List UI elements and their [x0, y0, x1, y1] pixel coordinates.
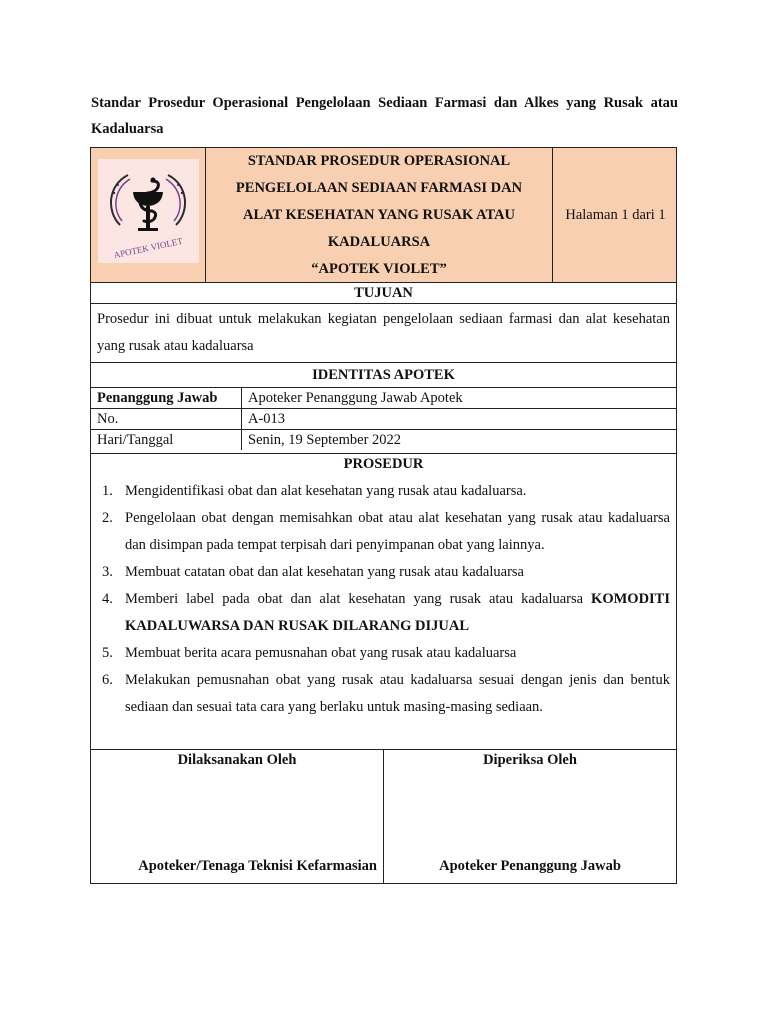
- table-row: [91, 409, 676, 430]
- table-row: [91, 430, 676, 451]
- sop-header: [91, 148, 676, 282]
- identitas-label: No.: [91, 409, 242, 430]
- document-title: Standar Prosedur Operasional Pengelolaan Sediaan Farmasi dan Alkes yang Rusak atau Kadaluarsa: [91, 95, 678, 137]
- list-item: [91, 586, 670, 640]
- identitas-label: Hari/Tanggal: [91, 430, 242, 451]
- sop-title: [206, 148, 553, 282]
- logo-text: APOTEK VIOLET: [112, 235, 184, 261]
- sop-title-line: PENGELOLAAN SEDIAAN FARMASI DAN: [235, 180, 523, 196]
- apotek-logo: [98, 159, 199, 263]
- step-text: Melakukan pemusnahan obat yang rusak atau kadaluarsa sesuai dengan jenis dan bentuk sediaan dan sesuai tata cara yang berlaku untuk masing-masing sediaan.: [125, 672, 670, 715]
- bowl-of-hygieia-icon: [98, 159, 199, 263]
- step-warning-text: KOMODITI KADALUWARSA DAN RUSAK DILARANG DIJUAL: [125, 591, 670, 634]
- table-row: [91, 388, 676, 409]
- step-text: Membuat berita acara pemusnahan obat yang rusak atau kadaluarsa: [125, 645, 517, 661]
- sop-form: [90, 147, 677, 884]
- identitas-table: [91, 387, 676, 453]
- sop-title-line: ALAT KESEHATAN YANG RUSAK ATAU: [242, 207, 516, 223]
- step-number: 5.: [102, 645, 113, 661]
- prosedur-list: [91, 478, 676, 750]
- signature-section: [91, 749, 676, 883]
- checked-by-role: Apoteker Penanggung Jawab: [439, 858, 621, 874]
- step-text: Mengidentifikasi obat dan alat kesehatan yang rusak atau kadaluarsa.: [125, 483, 527, 499]
- executed-by-role: Apoteker/Tenaga Teknisi Kefarmasian: [138, 858, 377, 874]
- step-text: Memberi label pada obat dan alat kesehatan yang rusak atau kadaluarsa: [125, 591, 592, 607]
- page-info: Halaman 1 dari 1: [565, 206, 666, 223]
- executed-by-heading: Dilaksanakan Oleh: [177, 752, 297, 768]
- step-number: 6.: [102, 672, 113, 688]
- step-number: 3.: [102, 564, 113, 580]
- list-item: [91, 478, 670, 505]
- prosedur-heading: PROSEDUR: [91, 453, 676, 480]
- step-number: 1.: [102, 483, 113, 499]
- logo-cell: [91, 148, 206, 282]
- sop-title-line: STANDAR PROSEDUR OPERASIONAL: [247, 153, 511, 169]
- signature-left: [91, 750, 384, 884]
- signature-right: [384, 750, 676, 884]
- tujuan-text: Prosedur ini dibuat untuk melakukan kegiatan pengelolaan sediaan farmasi dan alat kesehatan yang rusak atau kadaluarsa: [91, 303, 676, 362]
- checked-by-heading: Diperiksa Oleh: [483, 752, 577, 768]
- list-item: [91, 640, 670, 667]
- apotek-name: “APOTEK VIOLET”: [311, 261, 447, 277]
- step-text: Membuat catatan obat dan alat kesehatan yang rusak atau kadaluarsa: [125, 564, 524, 580]
- identitas-label: Penanggung Jawab: [91, 388, 242, 409]
- identitas-value: Apoteker Penanggung Jawab Apotek: [242, 388, 677, 409]
- list-item: [91, 559, 670, 586]
- step-number: 2.: [102, 510, 113, 526]
- list-item: [91, 667, 670, 721]
- tujuan-heading: TUJUAN: [91, 282, 676, 303]
- identitas-value: Senin, 19 September 2022: [248, 432, 402, 448]
- identitas-value: A-013: [242, 409, 677, 430]
- step-number: 4.: [102, 591, 113, 607]
- list-item: [91, 505, 670, 559]
- sop-title-line: KADALUARSA: [327, 234, 431, 250]
- identitas-heading: IDENTITAS APOTEK: [91, 362, 676, 387]
- step-text: Pengelolaan obat dengan memisahkan obat atau alat kesehatan yang rusak atau kadaluarsa dan disimpan pada tempat terpisah dari penyimpanan obat yang lainnya.: [125, 510, 670, 553]
